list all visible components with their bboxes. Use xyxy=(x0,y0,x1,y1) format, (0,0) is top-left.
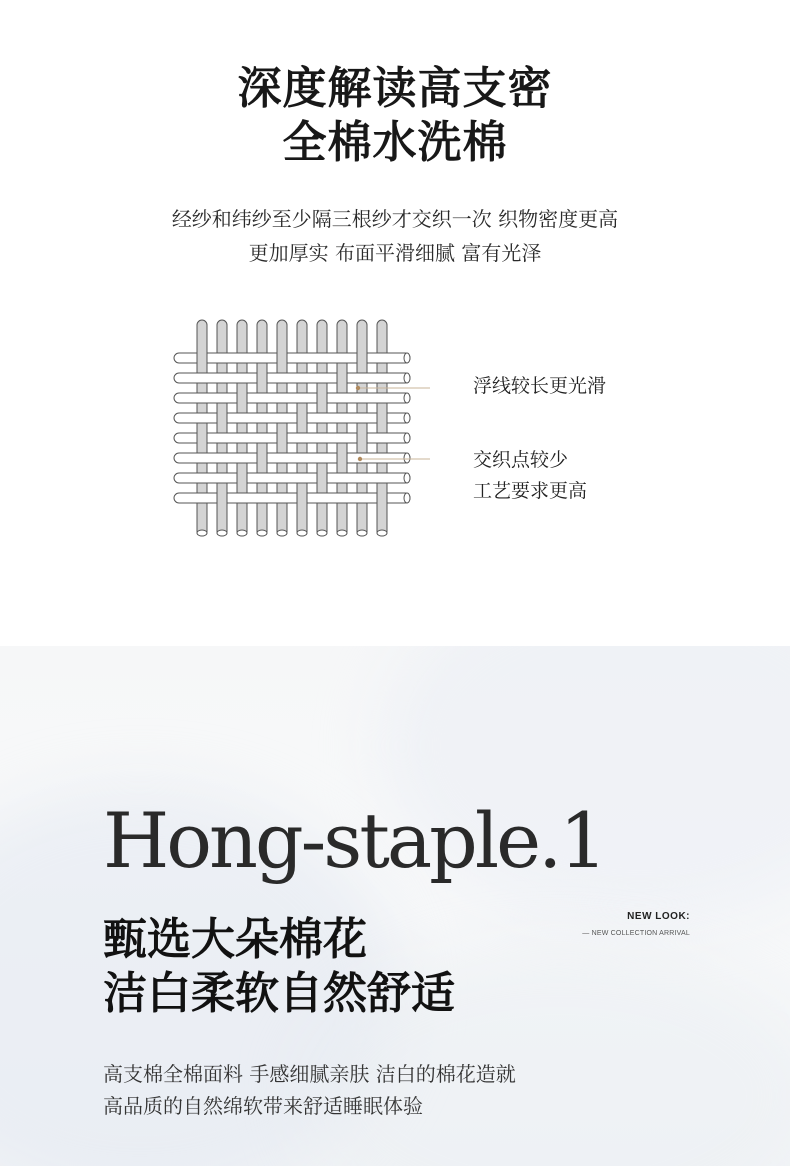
interlace-point xyxy=(257,372,267,384)
callout-floating-yarn-text: 浮线较长更光滑 xyxy=(473,375,607,397)
interlace-point xyxy=(377,492,387,504)
interlace-point xyxy=(257,452,267,464)
weft-thread xyxy=(174,373,410,383)
new-look-label: NEW LOOK: xyxy=(627,911,690,922)
interlace-point xyxy=(217,492,227,504)
subtitle-line-1: 经纱和纬纱至少隔三根纱才交织一次 织物密度更高 xyxy=(171,207,619,231)
new-collection-caption: — NEW COLLECTION ARRIVAL xyxy=(582,930,690,937)
callout-floating-yarn xyxy=(473,371,606,402)
weft-thread xyxy=(174,393,410,403)
callout-leader-dot xyxy=(358,457,362,461)
interlace-point xyxy=(337,452,347,464)
warp-thread-end xyxy=(317,530,327,536)
warp-thread-end xyxy=(297,530,307,536)
interlace-point xyxy=(297,412,307,424)
warp-thread xyxy=(257,320,267,536)
warp-thread xyxy=(317,320,327,536)
cotton-body-line-2: 高品质的自然绵软带来舒适睡眠体验 xyxy=(103,1094,423,1118)
warp-thread-end xyxy=(357,530,367,536)
weft-thread-end xyxy=(404,413,410,423)
warp-thread xyxy=(237,320,247,536)
weave-diagram xyxy=(160,310,430,545)
subtitle-line-2: 更加厚实 布面平滑细腻 富有光泽 xyxy=(248,241,542,265)
warp-thread-end xyxy=(197,530,207,536)
weft-thread-end xyxy=(404,353,410,363)
interlace-point xyxy=(357,432,367,444)
warp-thread-end xyxy=(237,530,247,536)
interlace-point xyxy=(297,492,307,504)
weft-thread-end xyxy=(404,393,410,403)
brand-script-title: Hong-staple.1 xyxy=(103,796,605,885)
warp-thread-end xyxy=(257,530,267,536)
weft-thread xyxy=(174,453,410,463)
interlace-point xyxy=(377,412,387,424)
weft-thread xyxy=(174,353,410,363)
interlace-point xyxy=(317,392,327,404)
interlace-point xyxy=(277,432,287,444)
cotton-body-line-1: 高支棉全棉面料 手感细腻亲肤 洁白的棉花造就 xyxy=(103,1062,516,1086)
warp-thread-end xyxy=(277,530,287,536)
weft-thread-end xyxy=(404,453,410,463)
warp-thread xyxy=(337,320,347,536)
cotton-section xyxy=(0,646,790,1166)
interlace-point xyxy=(337,372,347,384)
interlace-point xyxy=(217,412,227,424)
warp-thread-end xyxy=(377,530,387,536)
interlace-point xyxy=(277,352,287,364)
interlace-point xyxy=(237,392,247,404)
interlace-point xyxy=(197,352,207,364)
section-heading-line-2: 全棉水洗棉 xyxy=(282,117,508,168)
interlace-point xyxy=(357,352,367,364)
warp-thread-end xyxy=(217,530,227,536)
callout-interlace-text-1: 交织点较少 xyxy=(473,449,569,471)
interlace-point xyxy=(237,472,247,484)
weft-thread-end xyxy=(404,473,410,483)
weft-threads xyxy=(174,353,410,503)
interlace-point xyxy=(317,472,327,484)
weft-thread-end xyxy=(404,493,410,503)
callout-leader-dot xyxy=(356,386,360,390)
weft-thread xyxy=(174,433,410,443)
weft-thread-end xyxy=(404,433,410,443)
weft-thread xyxy=(174,413,410,423)
weft-thread xyxy=(174,473,410,483)
cotton-heading-line-2: 洁白柔软自然舒适 xyxy=(103,968,455,1019)
warp-thread-end xyxy=(337,530,347,536)
weft-thread xyxy=(174,493,410,503)
callout-interlace-text-2: 工艺要求更高 xyxy=(473,480,588,502)
interlace-point xyxy=(197,432,207,444)
cotton-heading-line-1: 甄选大朵棉花 xyxy=(103,914,367,965)
weft-thread-end xyxy=(404,373,410,383)
callout-interlace-points xyxy=(473,445,587,507)
section-heading-line-1: 深度解读高支密 xyxy=(237,63,553,114)
